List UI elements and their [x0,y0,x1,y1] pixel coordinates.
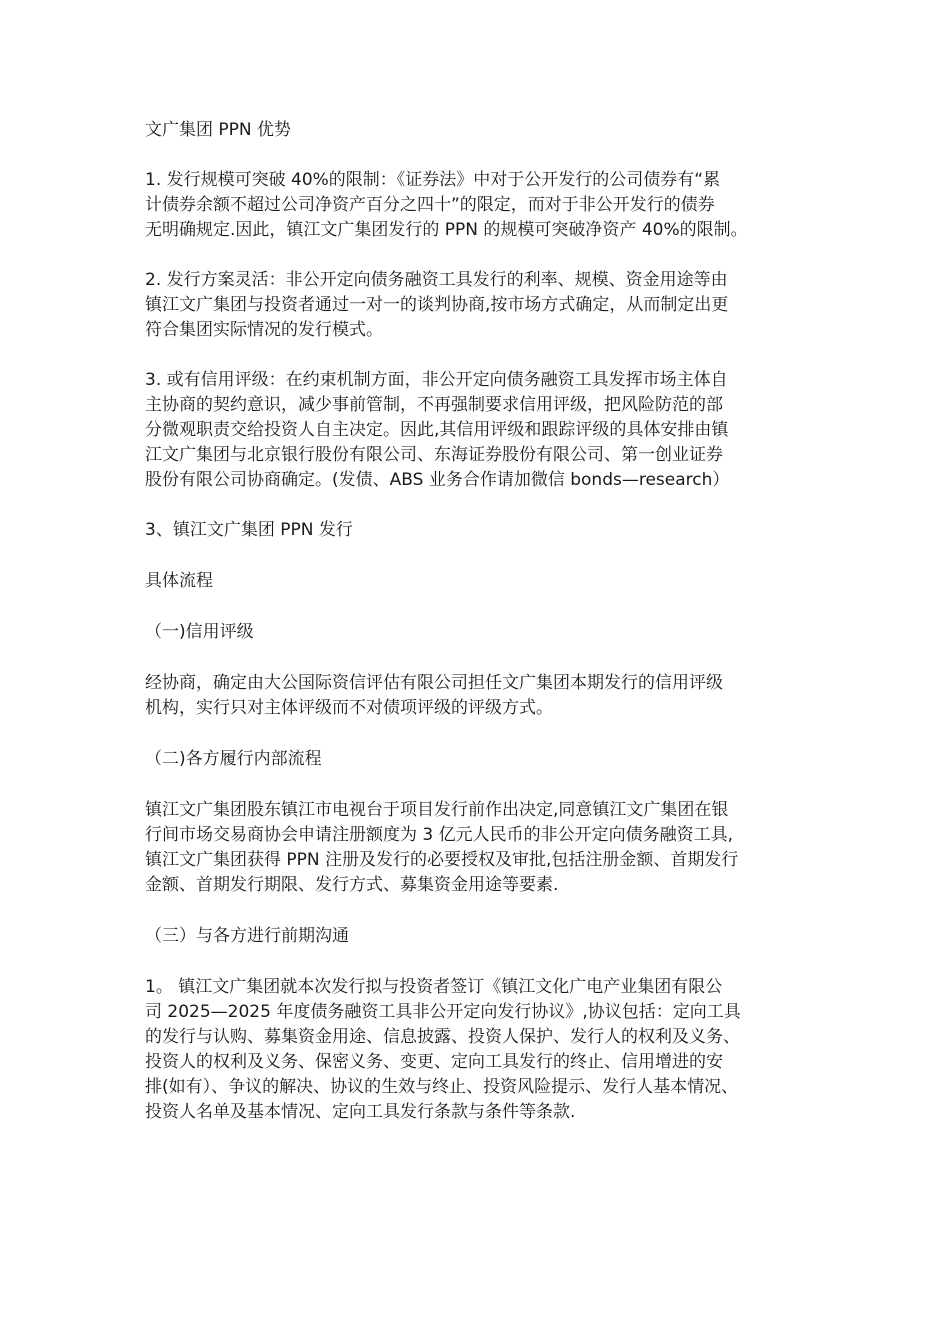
sub-1-title: （一)信用评级 [145,622,254,642]
sub-2-title: （二)各方履行内部流程 [145,749,322,769]
sub-1-line: 经协商，确定由大公国际资信评估有限公司担任文广集团本期发行的信用评级 [145,673,723,693]
process-paragraph [145,569,815,594]
point-1-paragraph [145,168,815,243]
sub-1-title-paragraph [145,620,815,645]
point-3-line: 分微观职责交给投资人自主决定。因此,其信用评级和跟踪评级的具体安排由镇 [145,420,729,440]
point-3-paragraph [145,368,815,493]
sub-2-line: 镇江文广集团获得 PPN 注册及发行的必要授权及审批,包括注册金额、首期发行 [145,850,739,870]
sub-3-line: 1。 镇江文广集团就本次发行拟与投资者签订《镇江文化广电产业集团有限公 [145,977,723,997]
point-2-line: 镇江文广集团与投资者通过一对一的谈判协商,按市场方式确定，从而制定出更 [145,295,729,315]
point-2-paragraph [145,268,815,343]
section-3-title: 3、镇江文广集团 PPN 发行 [145,520,353,540]
sub-3-title-paragraph [145,924,815,949]
sub-1-line: 机构，实行只对主体评级而不对债项评级的评级方式。 [145,698,553,718]
sub-2-line: 镇江文广集团股东镇江市电视台于项目发行前作出决定,同意镇江文广集团在银 [145,800,729,820]
point-1-line: 计债券余额不超过公司净资产百分之四十”的限定，而对于非公开发行的债券 [145,195,715,215]
point-1-line: 1. 发行规模可突破 40%的限制：《证券法》中对于公开发行的公司债券有“累 [145,170,721,190]
document-body [145,118,815,1150]
point-3-line: 3. 或有信用评级：在约束机制方面，非公开定向债务融资工具发挥市场主体自 [145,370,728,390]
sub-3-line: 排(如有）、争议的解决、协议的生效与终止、投资风险提示、发行人基本情况、 [145,1077,739,1097]
sub-3-title: （三）与各方进行前期沟通 [145,926,349,946]
document-heading: 文广集团 PPN 优势 [145,120,292,140]
sub-1-body-paragraph [145,671,815,721]
sub-2-line: 行间市场交易商协会申请注册额度为 3 亿元人民币的非公开定向债务融资工具, [145,825,734,845]
sub-3-line: 的发行与认购、募集资金用途、信息披露、投资人保护、发行人的权利及义务、 [145,1027,740,1047]
point-1-line: 无明确规定.因此，镇江文广集团发行的 PPN 的规模可突破净资产 40%的限制。 [145,220,748,240]
sub-2-line: 金额、首期发行期限、发行方式、募集资金用途等要素. [145,875,559,895]
point-2-line: 2. 发行方案灵活：非公开定向债务融资工具发行的利率、规模、资金用途等由 [145,270,728,290]
point-3-line: 江文广集团与北京银行股份有限公司、东海证券股份有限公司、第一创业证券 [145,445,723,465]
section-3-paragraph [145,518,815,543]
sub-3-line: 投资人名单及基本情况、定向工具发行条款与条件等条款. [145,1102,576,1122]
point-3-line: 主协商的契约意识，减少事前管制，不再强制要求信用评级，把风险防范的部 [145,395,723,415]
sub-3-line: 投资人的权利及义务、保密义务、变更、定向工具发行的终止、信用增进的安 [145,1052,723,1072]
sub-2-title-paragraph [145,747,815,772]
sub-3-line: 司 2025—2025 年度债务融资工具非公开定向发行协议》,协议包括：定向工具 [145,1002,741,1022]
point-3-line: 股份有限公司协商确定。(发债、ABS 业务合作请加微信 bonds—research） [145,470,730,490]
sub-3-body-paragraph [145,975,815,1125]
sub-2-body-paragraph [145,798,815,898]
point-2-line: 符合集团实际情况的发行模式。 [145,320,383,340]
process-title: 具体流程 [145,571,213,591]
heading-paragraph [145,118,815,143]
